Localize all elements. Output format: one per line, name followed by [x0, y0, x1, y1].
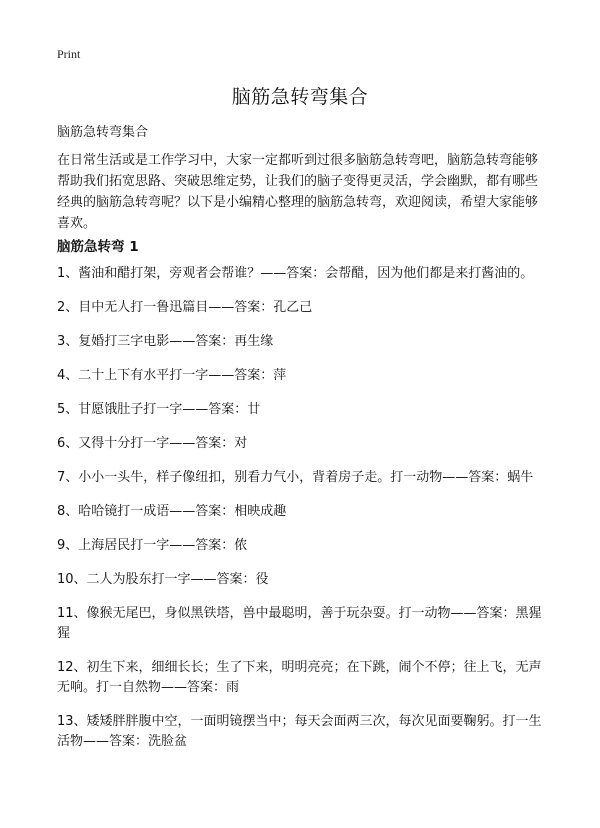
riddle-item: 11、像猴无尾巴，身似黑铁塔，兽中最聪明，善于玩杂耍。打一动物——答案：黑猩猩: [57, 606, 542, 641]
riddle-item: 10、二人为股东打一字——答案：役: [57, 572, 269, 587]
riddle-item: 8、哈哈镜打一成语——答案：相映成趣: [57, 504, 287, 519]
riddle-item: 3、复婚打三字电影——答案：再生缘: [57, 334, 274, 349]
document-title: 脑筋急转弯集合: [231, 86, 369, 108]
print-link[interactable]: Print: [57, 47, 81, 61]
section-heading: 脑筋急转弯 1: [57, 239, 139, 255]
riddle-item: 9、上海居民打一字——答案：侬: [57, 538, 248, 553]
riddle-item: 2、目中无人打一鲁迅篇目——答案：孔乙己: [57, 300, 313, 315]
intro-paragraph: 在日常生活或是工作学习中，大家一定都听到过很多脑筋急转弯吧，脑筋急转弯能够帮助我们拓宽思路、突破思维定势，让我们的脑子变得更灵活，学会幽默，都有哪些经典的脑筋急转弯呢？以下是小编精心整理的脑筋急转弯，欢迎阅读，希望大家能够喜欢。: [57, 153, 539, 231]
riddle-item: 12、初生下来，细细长长；生了下来，明明亮亮；在下跳，闹个不停；往上飞，无声无响。打一自然物——答案：雨: [57, 660, 542, 695]
riddle-item: 7、小小一头牛，样子像纽扣，别看力气小，背着房子走。打一动物——答案：蜗牛: [57, 470, 534, 485]
riddle-item: 4、二十上下有水平打一字——答案：萍: [57, 368, 287, 383]
document-subtitle: 脑筋急转弯集合: [57, 125, 149, 140]
riddle-item: 5、甘愿饿肚子打一字——答案：廿: [57, 402, 261, 417]
riddle-item: 6、又得十分打一字——答案：对: [57, 436, 248, 451]
riddle-item: 1、酱油和醋打架，旁观者会帮谁？——答案：会帮醋，因为他们都是来打酱油的。: [57, 266, 534, 281]
riddle-list: [57, 264, 547, 766]
riddle-item: 13、矮矮胖胖腹中空，一面明镜摆当中；每天会面两三次，每次见面要鞠躬。打一生活物——答案：洗脸盆: [57, 714, 542, 749]
